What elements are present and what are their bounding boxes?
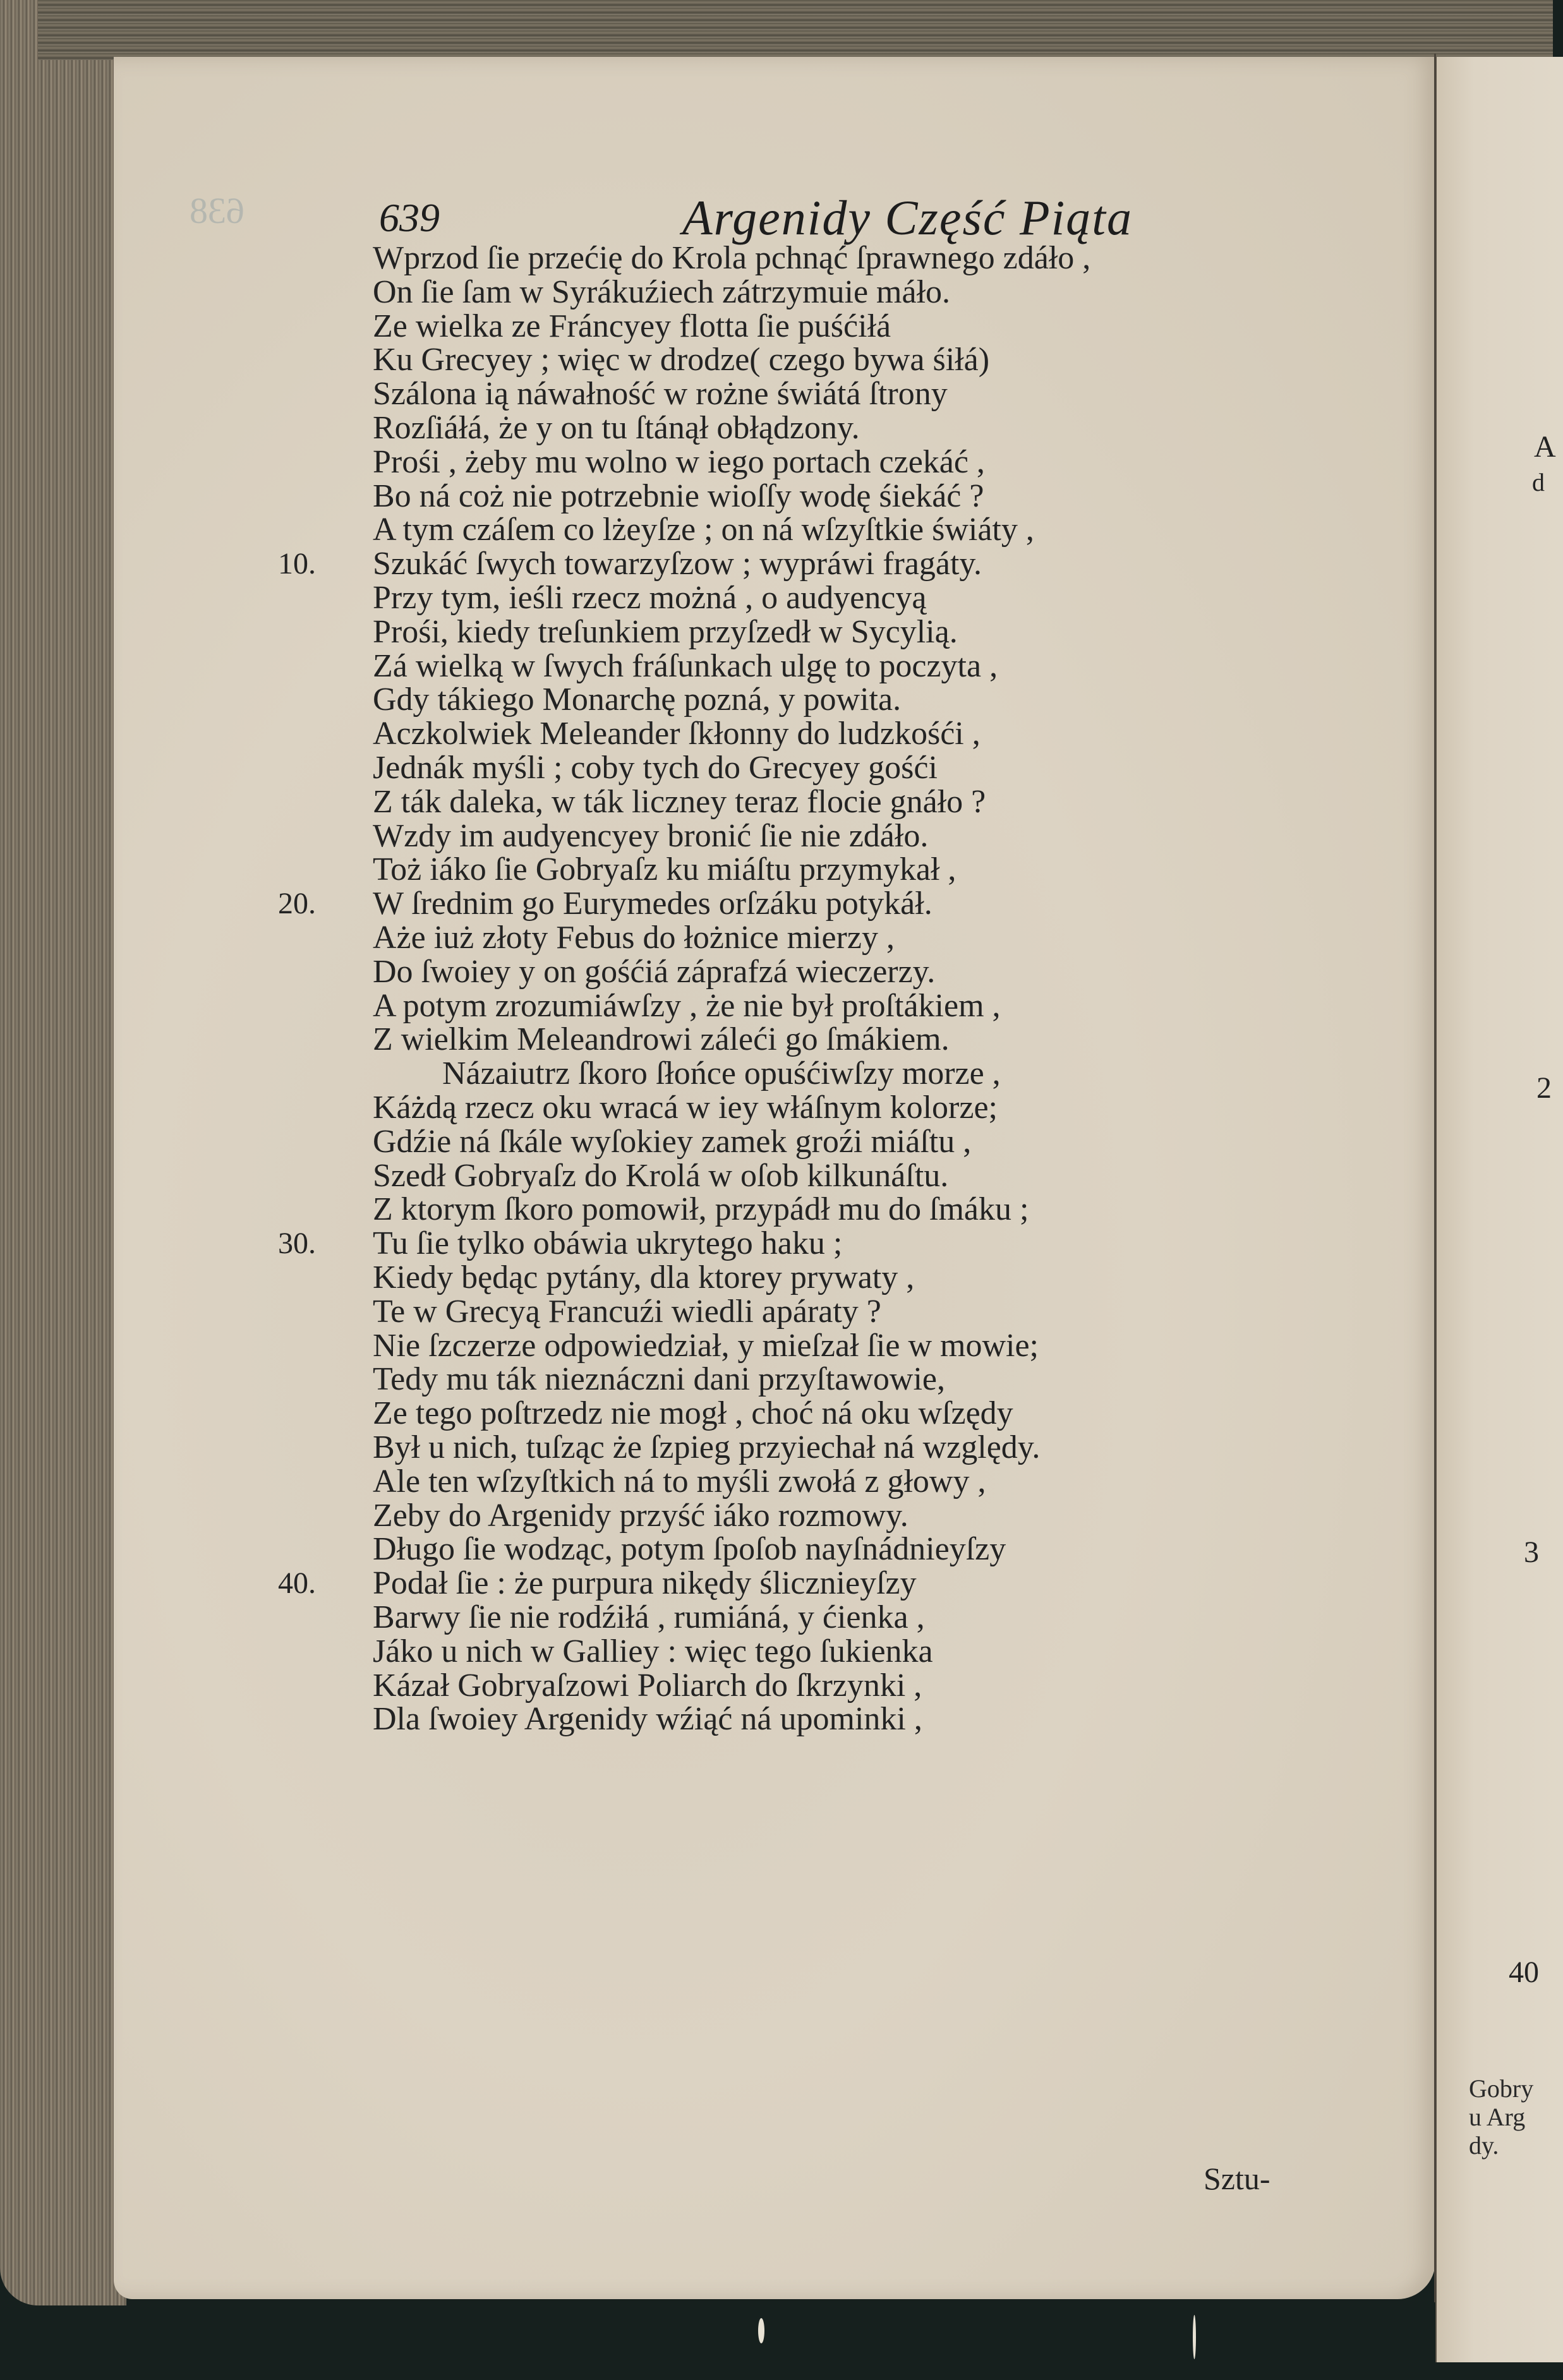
side-note-line: u Arg (1469, 2103, 1526, 2131)
verse-text: Káżdą rzecz oku wracá w iey włáſnym kolorze; (373, 1090, 998, 1126)
verse-text: Gdy tákiego Monarchę pozná, y powita. (373, 682, 902, 718)
verse-line (0, 683, 1390, 717)
show-through-page-number: 638 (190, 190, 244, 231)
verse-text: Prośi, kiedy treſunkiem przyſzedł w Sycylią. (373, 613, 958, 650)
verse-text: Kázał Gobryaſzowi Poliarch do ſkrzynki , (373, 1667, 922, 1704)
verse-line (0, 547, 1390, 581)
line-number: 10. (278, 547, 316, 581)
verse-line (0, 241, 1390, 275)
top-page-edge (38, 0, 1553, 60)
verse-line (0, 581, 1390, 615)
verse-line (0, 1601, 1390, 1635)
verse-text: Ze tego poſtrzedz nie mogł , choć ná oku wſzędy (373, 1395, 1013, 1432)
verse-line (0, 1193, 1390, 1227)
verse-line (0, 445, 1390, 479)
verse-line (0, 1329, 1390, 1363)
page-number: 639 (379, 195, 440, 240)
verse-line (0, 1465, 1390, 1499)
verse-text: Do ſwoiey y on gośćiá záprafzá wieczerzy. (373, 953, 936, 990)
verse-text: Z ták daleka, w ták liczney teraz flocie gnáło ? (373, 783, 986, 820)
facing-fragment: d (1532, 468, 1545, 496)
verse-line (0, 1057, 1390, 1091)
verse-line (0, 1159, 1390, 1193)
debris-speck (758, 2318, 764, 2343)
verse-line (0, 377, 1390, 411)
verse-line (0, 989, 1390, 1023)
verse-line (0, 1532, 1390, 1566)
verse-text: Szedł Gobryaſz do Krolá w oſob kilkunáſtu. (373, 1157, 949, 1194)
verse-text: Był u nich, tuſząc że ſzpieg przyiechał ná względy. (373, 1429, 1041, 1465)
verse-line (0, 1431, 1390, 1465)
verse-line (0, 955, 1390, 989)
side-note-line: Gobry (1469, 2074, 1534, 2103)
verse-text: Toż iáko ſie Gobryaſz ku miáſtu przymykał , (373, 851, 957, 888)
verse-text: Dla ſwoiey Argenidy wźiąć ná upominki , (373, 1701, 922, 1738)
verse-line (0, 1397, 1390, 1431)
verse-line (0, 887, 1390, 921)
facing-fragment: 3 (1524, 1536, 1539, 1569)
verse-line (0, 1362, 1390, 1397)
verse-text: Zá wielką w ſwych fráſunkach ulgę to poczyta , (373, 647, 998, 684)
verse-text: Zeby do Argenidy przyść iáko rozmowy. (373, 1497, 908, 1534)
verse-line (0, 411, 1390, 445)
verse-text: Bo ná coż nie potrzebnie wioſſy wodę śiekáć ? (373, 478, 984, 514)
verse-line (0, 1566, 1390, 1601)
verse-text: Aczkolwiek Meleander ſkłonny do ludzkośći , (373, 716, 981, 752)
verse-text: Przy tym, ieśli rzecz możná , o audyencyą (373, 580, 927, 616)
verse-text: Barwy ſie nie rodźiłá , rumiáná, y ćienka , (373, 1599, 925, 1635)
verse-line (0, 819, 1390, 853)
verse-line (0, 853, 1390, 887)
verse-line (0, 1635, 1390, 1669)
verse-text: Ale ten wſzyſtkich ná to myśli zwołá z głowy , (373, 1463, 986, 1500)
verse-line (0, 343, 1390, 377)
verse-text: Jáko u nich w Galliey : więc tego ſukienka (373, 1633, 933, 1669)
facing-fragment: 2 (1536, 1071, 1552, 1105)
verse-line (0, 479, 1390, 514)
verse-text: Te w Grecyą Francuźi wiedli apáraty ? (373, 1293, 881, 1330)
verse-text: Szálona ią náwałność w rożne świátá ſtrony (373, 376, 948, 412)
verse-text: Ze wielka ze Fráncyey flotta ſie puśćiłá (373, 308, 891, 344)
debris-speck (1193, 2315, 1196, 2359)
verse-text: Szukáć ſwych towarzyſzow ; wypráwi fragáty. (373, 546, 982, 582)
side-note-line: dy. (1469, 2131, 1499, 2160)
gutter (1434, 54, 1436, 2302)
verse-line (0, 649, 1390, 683)
verse-line (0, 1702, 1390, 1736)
verse-text: Długo ſie wodząc, potym ſpoſob nayſnádnieyſzy (373, 1531, 1006, 1568)
verse-text: A tym czáſem co lżeyſze ; on ná wſzyſtkie świáty , (373, 512, 1034, 548)
verse-line (0, 275, 1390, 310)
facing-fragment: A (1534, 430, 1556, 464)
facing-fragment: 40 (1509, 1956, 1539, 1989)
line-number: 40. (278, 1566, 316, 1601)
verse-text: Rozſiáłá, że y on tu ſtánął obłądzony. (373, 410, 860, 446)
verse-text: Aże iuż złoty Febus do łożnice mierzy , (373, 920, 895, 956)
verse-line (0, 717, 1390, 751)
verse-text: Gdźie ná ſkále wyſokiey zamek groźi miáſtu , (373, 1123, 972, 1160)
verse-text: Prośi , żeby mu wolno w iego portach czekáć , (373, 443, 985, 480)
verse-text: Ku Grecyey ; więc w drodze( czego bywa śiłá) (373, 342, 990, 378)
verse-text: A potym zrozumiáwſzy , że nie był proſtákiem , (373, 987, 1001, 1024)
verse-line (0, 751, 1390, 785)
verse-line (0, 785, 1390, 819)
verse-text: Tedy mu ták nieznáczni dani przyſtawowie, (373, 1361, 946, 1398)
verse-text: Tu ſie tylko obáwia ukrytego haku ; (373, 1225, 843, 1262)
verse-line (0, 1295, 1390, 1329)
verse-text: Z wielkim Meleandrowi záleći go ſmákiem. (373, 1021, 950, 1058)
verse-line (0, 1261, 1390, 1295)
verse-text: W ſrednim go Eurymedes orſzáku potykáł. (373, 886, 932, 922)
verse-text: Z ktorym ſkoro pomowił, przypádł mu do ſmáku ; (373, 1191, 1029, 1228)
catchword: Sztu- (1204, 2161, 1270, 2196)
verse-line (0, 1023, 1390, 1057)
facing-page (1435, 57, 1563, 2362)
verse-text: Nie ſzczerze odpowiedział, y mieſzał ſie w mowie; (373, 1327, 1039, 1364)
verse-line (0, 1227, 1390, 1261)
verse-text: Podał ſie : że purpura nikędy ślicznieyſzy (373, 1565, 917, 1602)
verse-line (0, 1499, 1390, 1533)
verse-text: Kiedy będąc pytány, dla ktorey prywaty , (373, 1259, 915, 1295)
running-title: Argenidy Część Piąta (682, 190, 1133, 245)
verse-line (0, 921, 1390, 955)
verse-line (0, 1091, 1390, 1125)
verse-line (0, 513, 1390, 547)
verse-text: On ſie ſam w Syrákuźiech zátrzymuie máło. (373, 273, 951, 310)
line-number: 20. (278, 887, 316, 921)
verse-text: Jednák myśli ; coby tych do Grecyey gośći (373, 750, 938, 786)
verse-text: Wprzod ſie przećię do Krola pchnąć ſprawnego zdáło , (373, 240, 1091, 276)
verse-text: Názaiutrz ſkoro ſłońce opuśćiwſzy morze , (442, 1055, 1001, 1092)
verse-line (0, 615, 1390, 649)
verse-line (0, 310, 1390, 344)
line-number: 30. (278, 1227, 316, 1261)
verse-line (0, 1669, 1390, 1703)
verse-text: Wzdy im audyencyey bronić ſie nie zdáło. (373, 817, 929, 854)
verse-line (0, 1125, 1390, 1159)
